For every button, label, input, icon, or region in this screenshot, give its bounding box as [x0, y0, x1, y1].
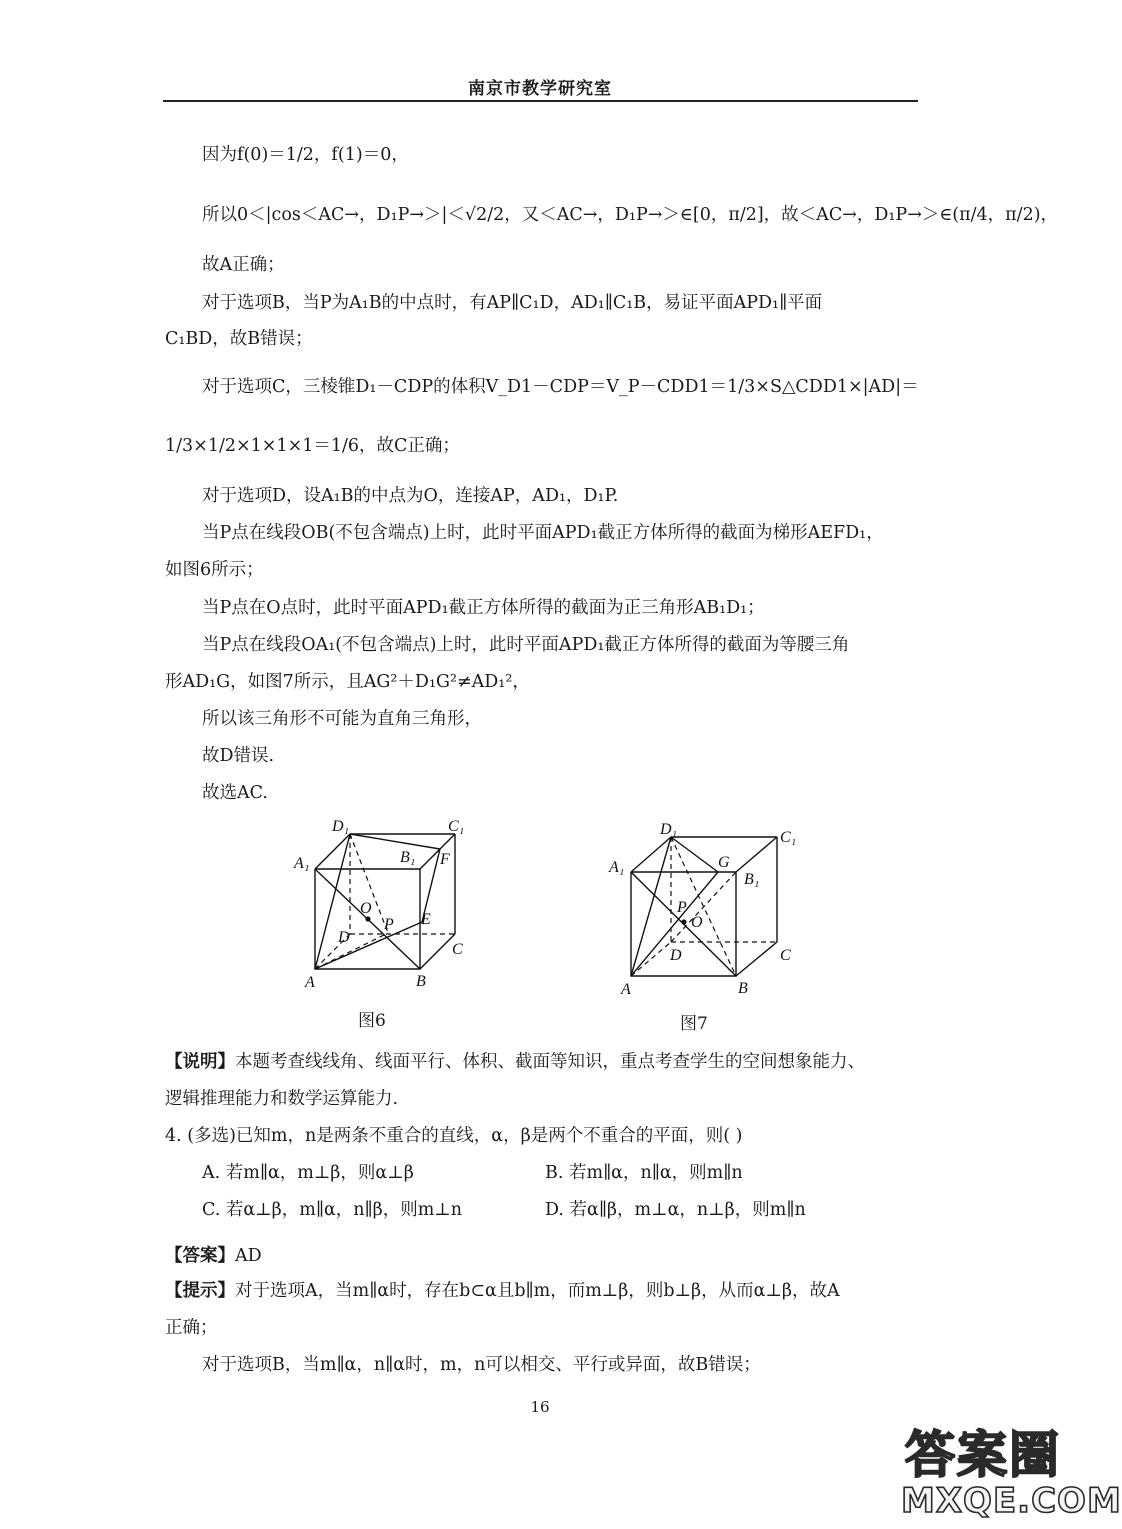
point-o-marker	[681, 919, 686, 924]
text-line: 对于选项D，设A₁B的中点为O，连接AP，AD₁，D₁P.	[202, 486, 619, 506]
answer-value: AD	[235, 1246, 262, 1266]
option-c: C. 若α⊥β，m∥α，n∥β，则m⊥n	[202, 1200, 463, 1220]
option-b: B. 若m∥α，n∥α，则m∥n	[545, 1163, 743, 1183]
text-line: 当P点在线段OB(不包含端点)上时，此时平面APD₁截正方体所得的截面为梯形AEFD₁，	[202, 523, 884, 543]
label-d1: D₁	[660, 821, 678, 838]
header-rule	[163, 100, 918, 102]
hint-tag: 【提示】	[165, 1281, 235, 1301]
text-line: 如图6所示；	[165, 560, 264, 580]
watermark-line1: 答案圈	[905, 1426, 1061, 1484]
label-b: B	[416, 973, 426, 990]
text-line: 形AD₁G，如图7所示，且AG²＋D₁G²≠AD₁²，	[165, 672, 530, 692]
watermark-logo	[895, 1415, 1122, 1525]
figure-7-cube-diagram	[603, 815, 803, 1000]
note-tag: 【说明】	[165, 1052, 235, 1072]
label-b: B	[738, 980, 748, 997]
watermark-line2: MXQE.COM	[901, 1481, 1122, 1521]
text-line: 对于选项B，当P为A₁B的中点时，有AP∥C₁D，AD₁∥C₁B，易证平面APD₁∥平面	[202, 293, 823, 313]
answer-line	[165, 1244, 917, 1268]
label-f: F	[440, 851, 450, 868]
label-c: C	[452, 941, 463, 958]
text-line: 正确；	[165, 1318, 218, 1338]
label-d: D	[670, 947, 682, 964]
label-d1: D₁	[332, 818, 350, 835]
answer-tag: 【答案】	[165, 1246, 235, 1266]
text-line: 故A正确；	[202, 255, 285, 275]
text-line: 对于选项B，当m∥α，n∥α时，m，n可以相交、平行或异面，故B错误；	[202, 1355, 761, 1375]
hint-text: 对于选项A，当m∥α时，存在b⊂α且b∥m，而m⊥β，则b⊥β，从而α⊥β，故A	[235, 1281, 840, 1301]
label-e: E	[421, 911, 431, 928]
label-c: C	[780, 947, 791, 964]
label-b1: B₁	[400, 849, 416, 866]
label-p: P	[384, 916, 394, 933]
hint-line	[165, 1279, 917, 1303]
label-c1: C₁	[448, 818, 465, 835]
text-line: 故D错误.	[202, 746, 275, 766]
label-c1: C₁	[780, 829, 797, 846]
point-o-marker	[365, 916, 370, 921]
label-g: G	[718, 854, 730, 871]
page-number: 16	[530, 1398, 550, 1416]
note-paragraph	[165, 1050, 917, 1074]
text-line: 1/3×1/2×1×1×1＝1/6，故C正确；	[165, 436, 460, 456]
text-line: 故选AC.	[202, 783, 268, 803]
figure-6-cube-diagram	[290, 812, 480, 992]
label-p: P	[677, 899, 687, 916]
label-d: D	[338, 929, 350, 946]
text-line: 因为f(0)＝1/2，f(1)＝0，	[202, 145, 409, 165]
note-text: 本题考查线线角、线面平行、体积、截面等知识，重点考查学生的空间想象能力、	[235, 1052, 865, 1072]
text-line: 对于选项C，三棱锥D₁－CDP的体积V_D1－CDP＝V_P－CDD1＝1/3×S△CDD1×|AD|＝	[202, 377, 919, 397]
label-o: O	[691, 914, 703, 931]
text-line: 逻辑推理能力和数学运算能力.	[165, 1089, 399, 1109]
text-line: 所以该三角形不可能为直角三角形，	[202, 709, 482, 729]
figure-7-caption: 图7	[680, 1014, 708, 1034]
page-header-title: 南京市教学研究室	[468, 79, 612, 99]
option-d: D. 若α∥β，m⊥α，n⊥β，则m∥n	[545, 1200, 806, 1220]
label-a: A	[621, 981, 631, 998]
question-4-stem: 4. (多选)已知m，n是两条不重合的直线，α，β是两个不重合的平面，则( )	[165, 1126, 743, 1146]
label-b1: B₁	[744, 871, 760, 888]
label-a: A	[305, 974, 315, 991]
label-a1: A₁	[294, 855, 310, 872]
label-o: O	[360, 900, 372, 917]
text-line: 当P点在线段OA₁(不包含端点)上时，此时平面APD₁截正方体所得的截面为等腰三角	[202, 635, 850, 655]
option-a: A. 若m∥α，m⊥β，则α⊥β	[202, 1163, 414, 1183]
label-a1: A₁	[609, 859, 625, 876]
figure-6-caption: 图6	[358, 1011, 386, 1031]
text-line: 当P点在O点时，此时平面APD₁截正方体所得的截面为正三角形AB₁D₁；	[202, 598, 765, 618]
text-line: 所以0＜|cos＜AC→，D₁P→＞|＜√2/2，又＜AC→，D₁P→＞∈[0，π/2]，故＜AC→，D₁P→＞∈(π/4，π/2)，	[202, 205, 1059, 225]
text-line: C₁BD，故B错误；	[165, 329, 313, 349]
